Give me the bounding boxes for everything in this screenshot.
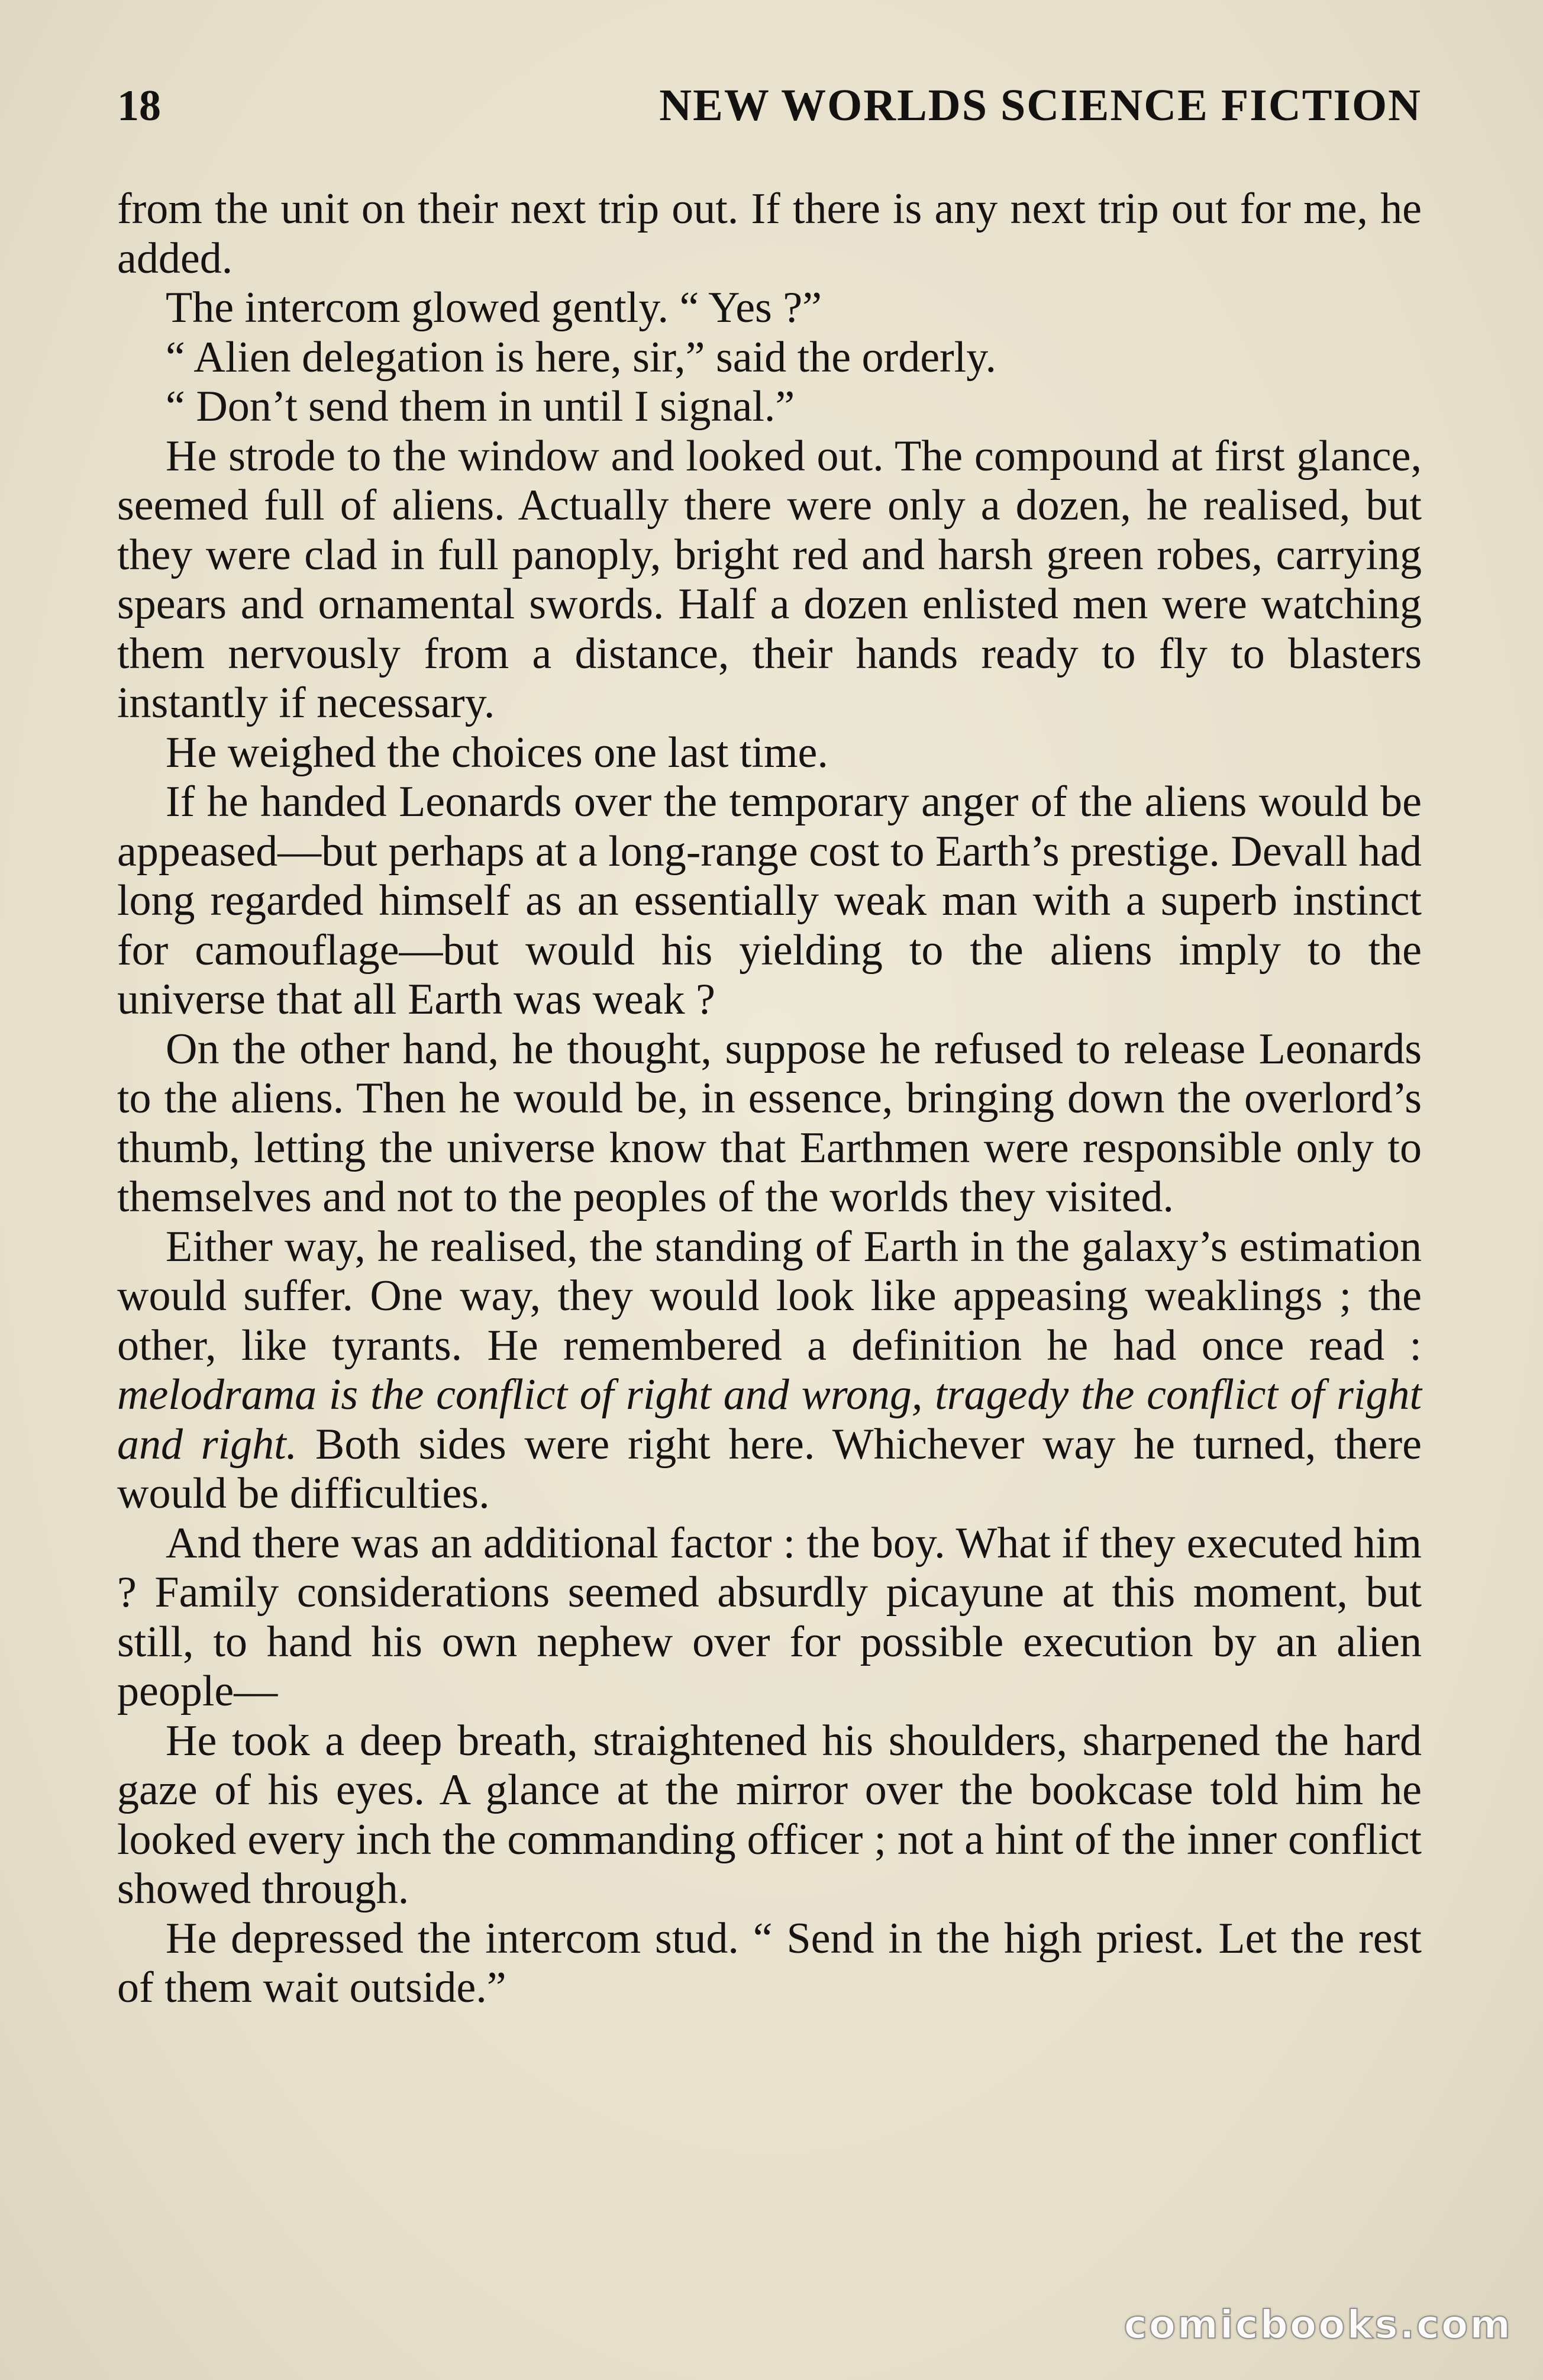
paragraph: If he handed Leonards over the temporary anger of the aliens would be appeased—but perhaps at a long-range cost to Earth’s prestige. Devall had long regarded himself as an essentially weak man with a superb instinct for camouflage—but would his yielding to the aliens imply to the universe that all Earth was weak ? (117, 778, 1422, 1024)
paragraph: And there was an additional factor : the boy. What if they executed him ? Family considerations seemed absurdly picayune at this moment, but still, to hand his own nephew over for possible execution by an alien people— (117, 1518, 1422, 1715)
paragraph: The intercom glowed gently. “ Yes ?” (166, 283, 822, 332)
paragraph (117, 1223, 1422, 1519)
running-header (117, 80, 1422, 145)
paragraph: He weighed the choices one last time. (166, 728, 828, 777)
italic-quotation: melodrama is the conflict of right and wrong, tragedy the conflict of right and right. (117, 1370, 1422, 1469)
paragraph: He strode to the window and looked out. The compound at first glance, seemed full of aliens. Actually there were only a dozen, he realised, but they were clad in full panoply, bright red and harsh green robes, carrying spears and ornamental swords. Half a dozen enlisted men were watching them nervously from a distance, their hands ready to fly to blasters instantly if necessary. (117, 431, 1422, 727)
paragraph-text: Either way, he realised, the standing of Earth in the galaxy’s estimation would suffer. One way, they would look like appeasing weaklings ; the other, like tyrants. He remembered a definition he had once read : (117, 1222, 1422, 1370)
paragraph: “ Alien delegation is here, sir,” said the orderly. (166, 333, 996, 382)
watermark: comicbooks.com (1124, 2302, 1512, 2347)
paragraph: On the other hand, he thought, suppose he refused to release Leonards to the aliens. Then he would be, in essence, bringing down the overlord’s thumb, letting the universe know that Earthmen were responsible only to themselves and not to the peoples of the worlds they visited. (117, 1024, 1422, 1221)
page-number: 18 (117, 82, 161, 130)
paragraph: “ Don’t send them in until I signal.” (166, 382, 795, 431)
paragraph: He took a deep breath, straightened his shoulders, sharpened the hard gaze of his eyes. A glance at the mirror over the bookcase told him he looked every inch the commanding officer ; not a hint of the inner conflict showed through. (117, 1716, 1422, 1913)
paragraph: He depressed the intercom stud. “ Send in the high priest. Let the rest of them wait outside.” (117, 1914, 1422, 2012)
paragraph: from the unit on their next trip out. If there is any next trip out for me, he added. (117, 185, 1422, 283)
paragraph-text: Both sides were right here. Whichever way he turned, there would be difficulties. (117, 1420, 1422, 1518)
running-title: NEW WORLDS SCIENCE FICTION (659, 80, 1422, 130)
body-text (117, 185, 1422, 2013)
